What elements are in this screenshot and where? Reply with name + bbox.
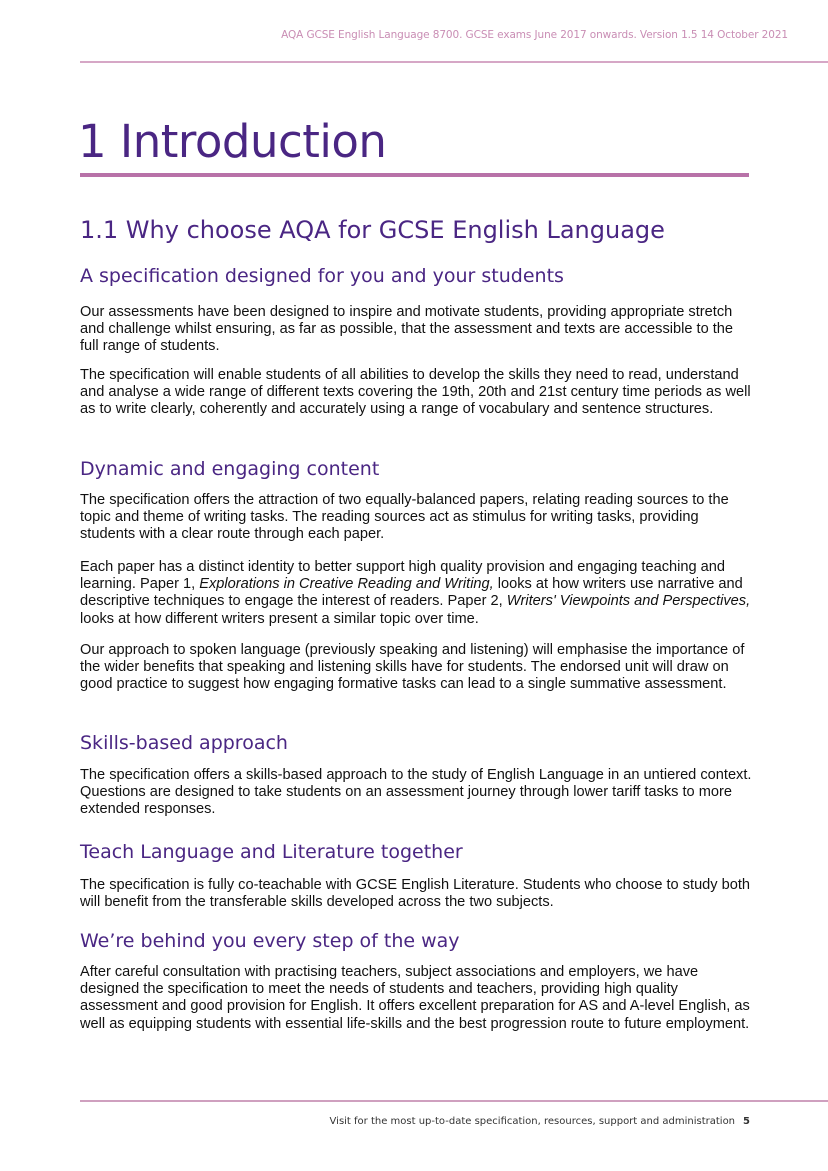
footer-text: Visit for the most up-to-date specification, resources, support and administration bbox=[329, 1116, 736, 1127]
page-title: 1 Introduction bbox=[78, 115, 387, 168]
subheading-behind: We’re behind you every step of the way bbox=[80, 930, 460, 952]
paragraph: The specification is fully co-teachable with GCSE English Literature. Students who choose to study both will benefit from the transferable skills developed across the two subjects. bbox=[80, 877, 751, 911]
footer bbox=[330, 1116, 750, 1127]
header-divider bbox=[80, 61, 828, 63]
paper-1-title: Explorations in Creative Reading and Writing, bbox=[199, 576, 494, 593]
subheading-skills: Skills-based approach bbox=[80, 732, 288, 754]
paragraph: Our approach to spoken language (previously speaking and listening) will emphasise the importance of the wider benefits that speaking and listening skills have for students. The endorsed unit will draw on good practice to suggest how engaging formative tasks can lead to a single summative assessment. bbox=[80, 642, 745, 693]
running-header: AQA GCSE English Language 8700. GCSE exams June 2017 onwards. Version 1.5 14 October 2021 bbox=[281, 29, 788, 41]
paragraph bbox=[80, 559, 752, 628]
paragraph: After careful consultation with practising teachers, subject associations and employers, we have designed the specification to meet the needs of students and teachers, providing high quality assessment and good provision for English. It offers excellent preparation for AS and A-level English, as well as equipping students with essential life-skills and the best progression route to future employment. bbox=[80, 964, 750, 1032]
footer-divider bbox=[80, 1100, 828, 1102]
paragraph: The specification offers the attraction of two equally-balanced papers, relating reading sources to the topic and theme of writing tasks. The reading sources act as stimulus for writing tasks, providing students with a clear route through each paper. bbox=[80, 492, 729, 543]
paper-2-title: Writers' Viewpoints and Perspectives, bbox=[506, 593, 751, 610]
subheading-specification: A specification designed for you and your students bbox=[80, 265, 564, 287]
subheading-dynamic: Dynamic and engaging content bbox=[80, 458, 380, 480]
text: looks at how different writers present a similar topic over time. bbox=[80, 610, 479, 627]
title-underline bbox=[80, 173, 749, 177]
paragraph: The specification will enable students of all abilities to develop the skills they need to read, understand and analyse a wide range of different texts covering the 19th, 20th and 21st century time periods as well as to write clearly, coherently and accurately using a range of vocabulary and sentence structures. bbox=[80, 367, 751, 418]
subheading-teach: Teach Language and Literature together bbox=[80, 841, 463, 863]
paragraph: The specification offers a skills-based approach to the study of English Language in an untiered context. Questions are designed to take students on an assessment journey through lower tariff tasks to more extended responses. bbox=[80, 767, 752, 818]
text: Each paper has a distinct identity to better support high quality provision and engaging teaching and learning. Paper 1, bbox=[80, 559, 725, 593]
text: looks at how writers use narrative and descriptive techniques to engage the interest of readers. Paper 2, bbox=[80, 576, 743, 610]
section-heading: 1.1 Why choose AQA for GCSE English Language bbox=[80, 216, 665, 244]
page-number: 5 bbox=[743, 1116, 750, 1127]
paragraph: Our assessments have been designed to inspire and motivate students, providing appropriate stretch and challenge whilst ensuring, as far as possible, that the assessment and texts are accessible to the full range of students. bbox=[80, 304, 734, 355]
